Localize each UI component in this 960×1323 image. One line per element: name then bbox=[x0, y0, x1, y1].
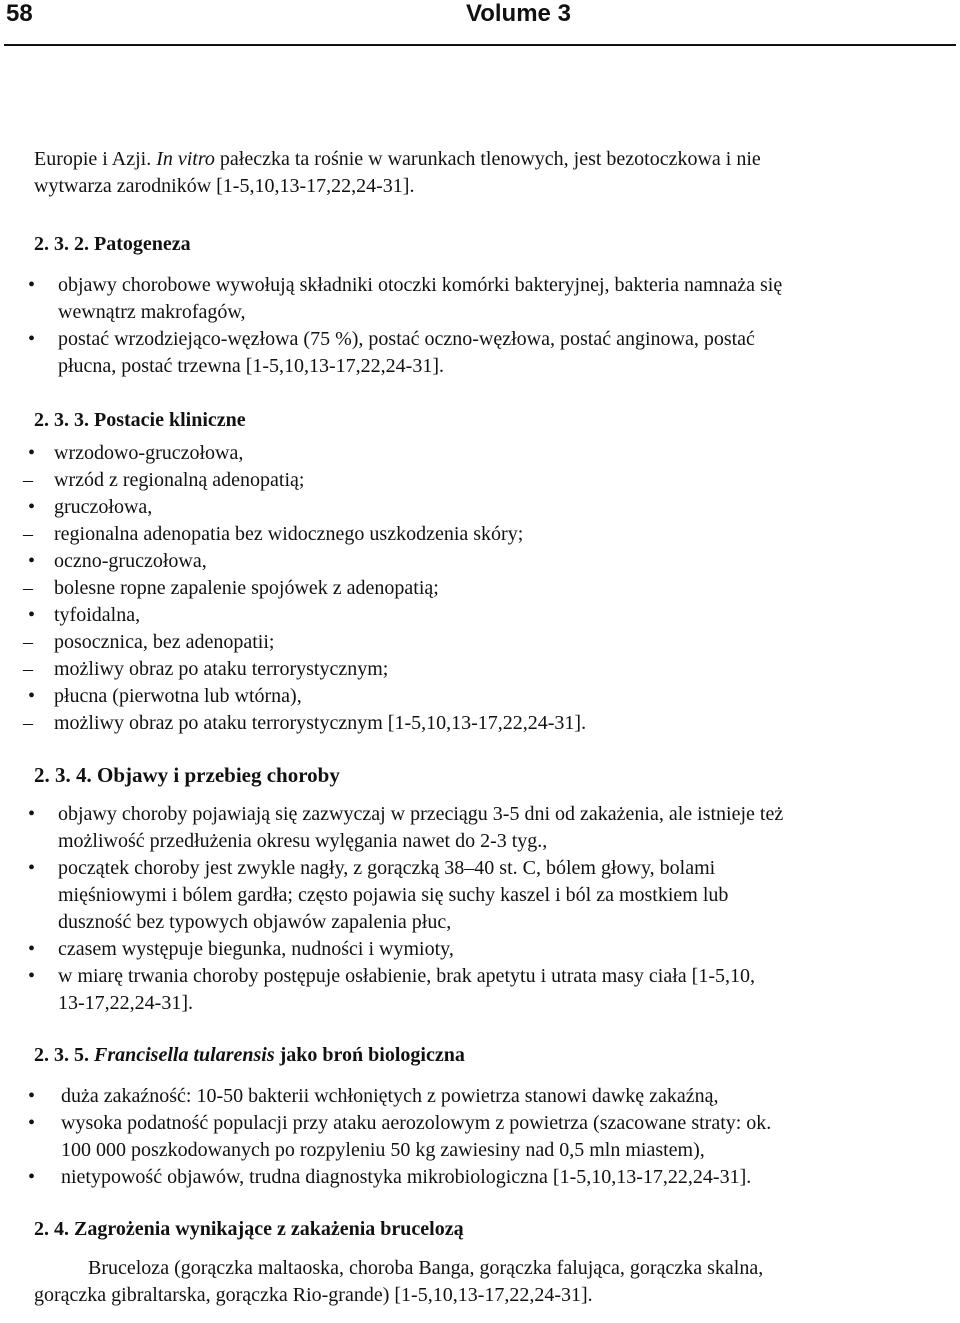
list-item: • płucna (pierwotna lub wtórna), bbox=[34, 683, 926, 710]
dash-glyph: – bbox=[23, 577, 33, 599]
list-235 bbox=[28, 1083, 926, 1191]
list-item: • duża zakaźność: 10-50 bakterii wchłoniętych z powietrza stanowi dawkę zakaźną, bbox=[34, 1083, 926, 1110]
section-heading-232: 2. 3. 2. Patogeneza bbox=[34, 233, 191, 255]
bullet-glyph: • bbox=[28, 274, 36, 296]
list-item: • postać wrzodziejąco-węzłowa (75 %), postać oczno-węzłowa, postać anginowa, postać płucna, postać trzewna [1-5,10,13-17,22,24-31]. bbox=[28, 328, 755, 377]
section-heading-233: 2. 3. 3. Postacie kliniczne bbox=[34, 409, 246, 431]
list-item: • wysoka podatność populacji przy ataku aerozolowym z powietrza (szacowane straty: ok. 100 000 poszkodowanych po rozpyleniu 50 kg zawiesiny nad 0,5 mln miastem), bbox=[28, 1112, 772, 1161]
section-24-paragraph: Bruceloza (gorączka maltaoska, choroba Banga, gorączka falująca, gorączka skalna, gorączka gibraltarska, gorączka Rio-grande) [1-5,10,13-17,22,24-31]. bbox=[34, 1257, 764, 1306]
list-item: • czasem występuje biegunka, nudności i wymioty, bbox=[34, 936, 926, 963]
section-heading-24: 2. 4. Zagrożenia wynikające z zakażenia brucelozą bbox=[34, 1218, 464, 1240]
sub-item: – możliwy obraz po ataku terrorystycznym; bbox=[34, 656, 926, 683]
list-item: • objawy chorobowe wywołują składniki otoczki komórki bakteryjnej, bakteria namnaża się wewnątrz makrofagów, bbox=[28, 274, 783, 323]
bullet-glyph: • bbox=[28, 550, 36, 572]
sub-item: – bolesne ropne zapalenie spojówek z adenopatią; bbox=[34, 575, 926, 602]
list-item: • wrzodowo-gruczołowa, bbox=[34, 440, 926, 467]
volume-label: Volume 3 bbox=[466, 0, 571, 27]
bullet-glyph: • bbox=[28, 857, 36, 879]
intro-italic: In vitro bbox=[156, 148, 215, 170]
sub-item: – regionalna adenopatia bez widocznego uszkodzenia skóry; bbox=[34, 521, 926, 548]
dash-glyph: – bbox=[23, 658, 33, 680]
bullet-glyph: • bbox=[28, 1085, 36, 1107]
section-heading-235: 2. 3. 5. Francisella tularensis jako broń biologiczna bbox=[34, 1044, 465, 1066]
page-body bbox=[23, 146, 926, 1309]
bullet-glyph: • bbox=[28, 496, 36, 518]
bullet-glyph: • bbox=[28, 328, 36, 350]
dash-glyph: – bbox=[23, 631, 33, 653]
dash-glyph: – bbox=[23, 523, 33, 545]
sub-item: – posocznica, bez adenopatii; bbox=[34, 629, 926, 656]
bullet-glyph: • bbox=[28, 604, 36, 626]
list-item: • początek choroby jest zwykle nagły, z gorączką 38–40 st. C, bólem głowy, bolami mięśniowymi i bólem gardła; często pojawia się suchy kaszel i ból za mostkiem lub duszność bez typowych objawów zapalenia płuc, bbox=[28, 857, 729, 933]
list-233 bbox=[23, 440, 926, 737]
section-heading-234: 2. 3. 4. Objawy i przebieg choroby bbox=[34, 763, 340, 787]
sub-item: – możliwy obraz po ataku terrorystycznym [1-5,10,13-17,22,24-31]. bbox=[34, 710, 926, 737]
bullet-glyph: • bbox=[28, 685, 36, 707]
intro-text: Europie i Azji. bbox=[34, 148, 157, 170]
list-item: • tyfoidalna, bbox=[34, 602, 926, 629]
running-header bbox=[0, 0, 960, 44]
dash-glyph: – bbox=[23, 712, 33, 734]
bullet-glyph: • bbox=[28, 938, 36, 960]
list-item: • w miarę trwania choroby postępuje osłabienie, brak apetytu i utrata masy ciała [1-5,10, 13-17,22,24-31]. bbox=[28, 965, 755, 1014]
bullet-glyph: • bbox=[28, 442, 36, 464]
list-item: • objawy choroby pojawiają się zazwyczaj w przeciągu 3-5 dni od zakażenia, ale istnieje też możliwość przedłużenia okresu wylęgania nawet do 2-3 tyg., bbox=[28, 803, 784, 852]
page-number: 58 bbox=[6, 0, 33, 27]
list-item: • oczno-gruczołowa, bbox=[34, 548, 926, 575]
intro-paragraph bbox=[34, 146, 926, 200]
heading-italic: Francisella tularensis bbox=[94, 1044, 275, 1066]
dash-glyph: – bbox=[23, 469, 33, 491]
bullet-glyph: • bbox=[28, 1166, 36, 1188]
intro-text: pałeczka ta rośnie w warunkach tlenowych, jest bezotoczkowa i nie bbox=[214, 148, 761, 170]
intro-text: wytwarza zarodników [1-5,10,13-17,22,24-31]. bbox=[34, 175, 415, 197]
bullet-glyph: • bbox=[28, 1112, 36, 1134]
bullet-glyph: • bbox=[28, 965, 36, 987]
list-item: • nietypowość objawów, trudna diagnostyka mikrobiologiczna [1-5,10,13-17,22,24-31]. bbox=[34, 1164, 926, 1191]
header-rule bbox=[4, 44, 956, 46]
sub-item: – wrzód z regionalną adenopatią; bbox=[34, 467, 926, 494]
list-item: • gruczołowa, bbox=[34, 494, 926, 521]
list-232 bbox=[28, 272, 926, 380]
list-234 bbox=[28, 801, 926, 1017]
bullet-glyph: • bbox=[28, 803, 36, 825]
